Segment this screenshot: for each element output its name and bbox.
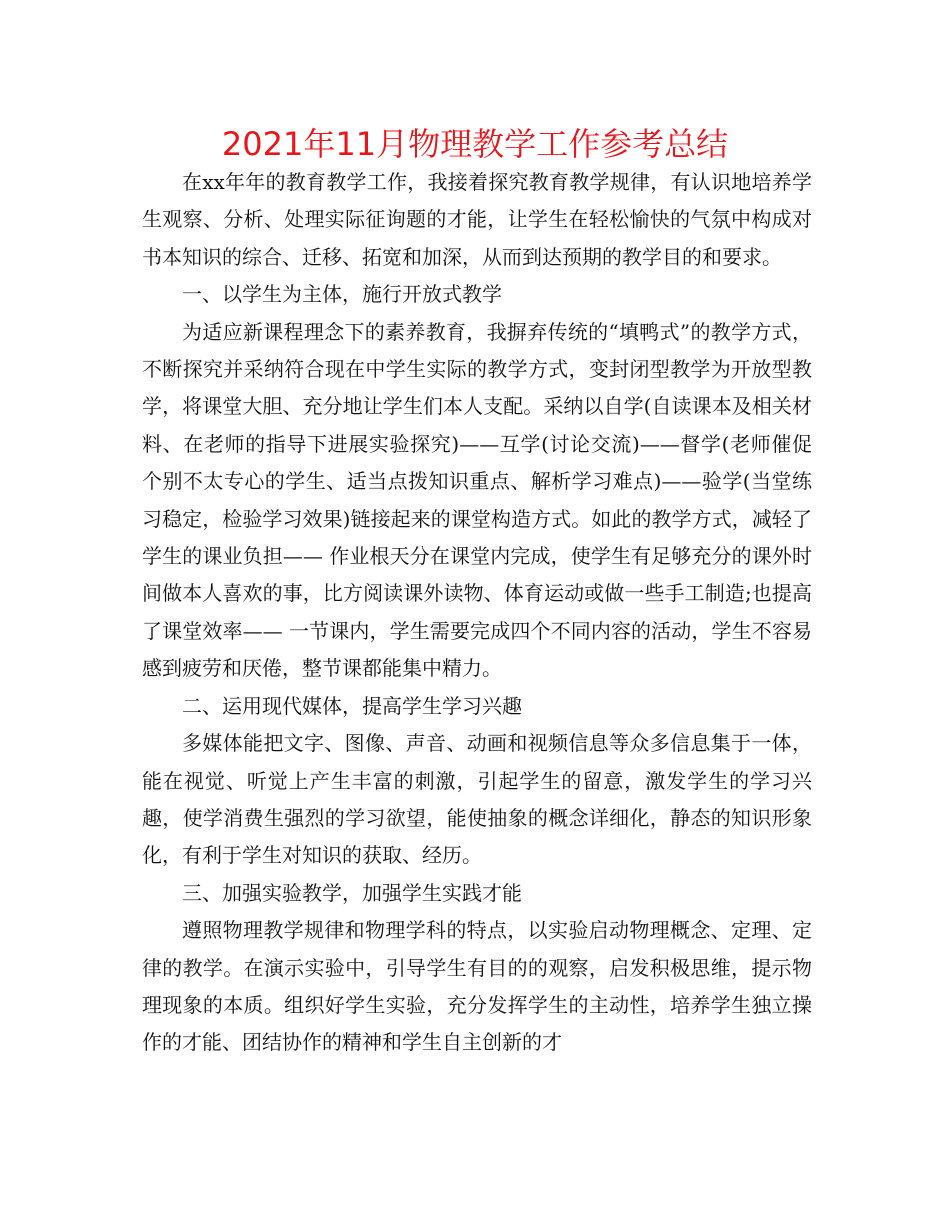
- document-title: 2021年11月物理教学工作参考总结: [221, 125, 729, 163]
- document-body: [142, 164, 812, 1062]
- section-paragraph-3: 遵照物理教学规律和物理学科的特点，以实验启动物理概念、定理、定律的教学。在演示实验中，引导学生有目的的观察，启发积极思维，提示物理现象的本质。组织好学生实验，充分发挥学生的主动性，培养学生独立操作的才能、团结协作的精神和学生自主创新的才: [142, 918, 812, 1055]
- section-heading-2: 二、运用现代媒体，提高学生学习兴趣: [182, 693, 522, 718]
- section-paragraph-2: 多媒体能把文字、图像、声音、动画和视频信息等众多信息集于一体，能在视觉、听觉上产生丰富的刺激，引起学生的留意，激发学生的学习兴趣，使学消费生强烈的学习欲望，能使抽象的概念详细化，静态的知识形象化，有利于学生对知识的获取、经历。: [142, 731, 812, 868]
- section-heading-1: 一、以学生为主体，施行开放式教学: [182, 282, 502, 307]
- section-heading-3: 三、加强实验教学，加强学生实践才能: [182, 880, 522, 905]
- section-paragraph-1: 为适应新课程理念下的素养教育，我摒弃传统的“填鸭式”的教学方式，不断探究并采纳符合现在中学生实际的教学方式，变封闭型教学为开放型教学，将课堂大胆、充分地让学生们本人支配。采纳以自学(自读课本及相关材料、在老师的指导下进展实验探究)——互学(讨论交流)——督学(老师催促个别不太专心的学生、适当点拨知识重点、解析学习难点)——验学(当堂练习稳定，检验学习效果)链接起来的课堂构造方式。如此的教学方式，减轻了学生的课业负担—— 作业根天分在课堂内完成，使学生有足够充分的课外时间做本人喜欢的事，比方阅读课外读物、体育运动或做一些手工制造;也提高了课堂效率—— 一节课内，学生需要完成四个不同内容的活动，学生不容易感到疲劳和厌倦，整节课都能集中精力。: [142, 319, 812, 681]
- intro-paragraph: 在xx年年的教育教学工作，我接着探究教育教学规律，有认识地培养学生观察、分析、处理实际征询题的才能，让学生在轻松愉快的气氛中构成对书本知识的综合、迁移、拓宽和加深，从而到达预期的教学目的和要求。: [142, 170, 812, 269]
